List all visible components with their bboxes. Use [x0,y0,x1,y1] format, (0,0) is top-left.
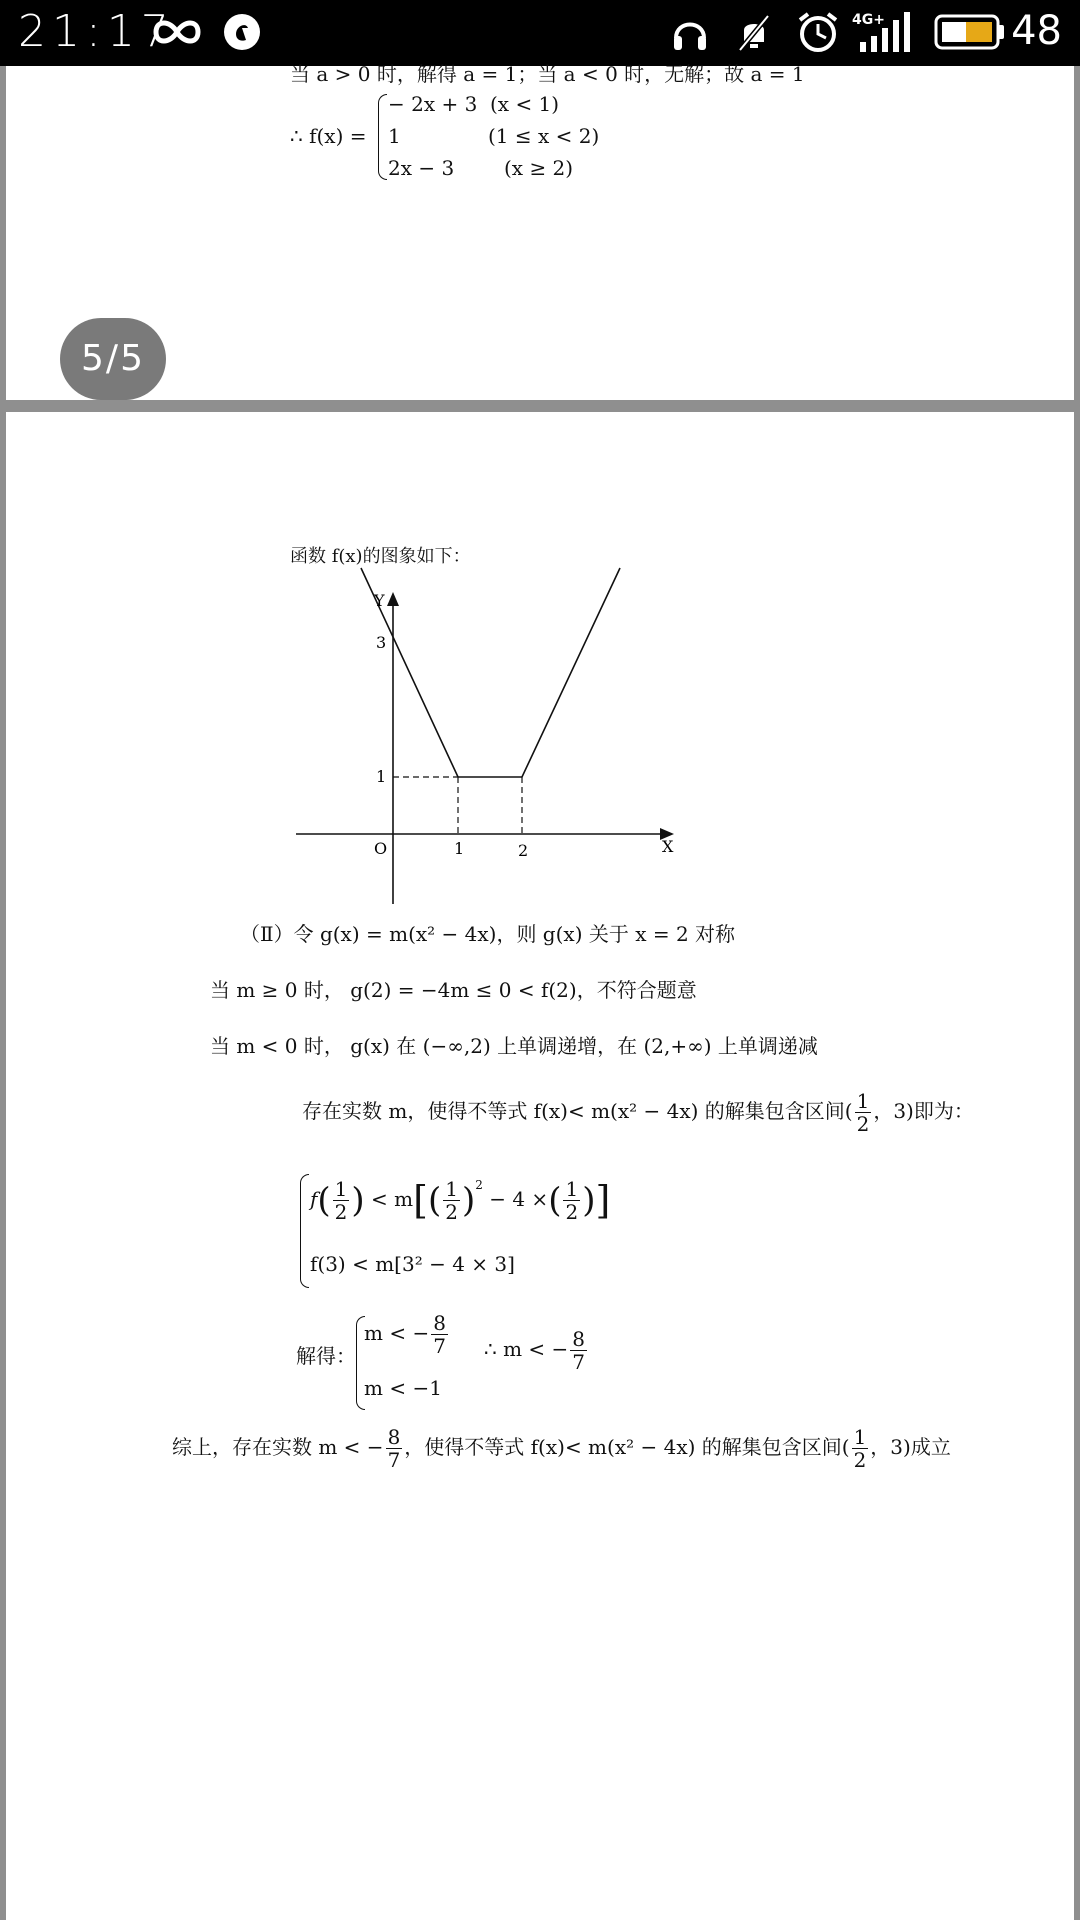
headphones-icon [670,12,710,54]
x-tick-1: 1 [454,839,465,858]
solution-one: m < − $\frac{8}{7}$ [364,1311,446,1358]
signal-strength-icon [858,12,914,54]
inequality-one: f( $\frac{1}{2}$ ) < m[( $\frac{1}{2}$ )$^2$ − 4 ×( $\frac{1}{2}$ )] [310,1177,611,1224]
document-page-current [6,412,1074,1920]
inequality-two: f(3) < m[3² − 4 × 3] [310,1252,515,1276]
piece2-expression: 1 [388,124,401,148]
case-m-negative: 当 m < 0 时， g(x) 在 (−∞,2) 上单调递增，在 (2,+∞) 上单调递减 [210,1034,818,1058]
piece3-condition: (x ≥ 2) [504,156,574,180]
piece1-expression: − 2x + 3 [388,92,478,116]
existence-statement [302,1090,974,1135]
part-two-statement: （Ⅱ）令 g(x) = m(x² − 4x)，则 g(x) 关于 x = 2 对称 [240,922,736,946]
solution-two: m < −1 [364,1376,442,1400]
document-page-previous [6,62,1074,400]
network-type-label: 4G+ [852,12,885,28]
function-curve [361,568,620,777]
origin-label: O [374,839,388,858]
existence-suffix: ，3)即为： [873,1099,974,1123]
fraction-one-half: $\frac{1}{2}$ [856,1089,870,1136]
x-axis-label: X [662,837,674,856]
alarm-clock-icon [796,10,840,54]
y-tick-1: 1 [376,767,387,786]
cut-off-text-line: 当 a > 0 时，解得 a = 1；当 a < 0 时，无解；故 a = 1 [290,62,805,86]
x-tick-2: 2 [518,841,529,860]
app-notification-icon [222,12,262,52]
infinity-icon [150,14,204,50]
function-graph [6,412,1074,932]
muted-bell-icon [734,12,774,54]
conclusion-statement: 综上，存在实数 m < − $\frac{8}{7}$ ，使得不等式 f(x)< m(x² − 4x) 的解集包含区间( $\frac{1}{2}$ ，3)成立 [172,1425,951,1472]
status-bar [0,0,1080,66]
therefore-result: ∴ m < − $\frac{8}{7}$ [484,1327,586,1374]
battery-percentage: 48 [1011,8,1062,54]
piecewise-brace [378,94,387,180]
y-axis-label: Y [374,591,385,610]
battery-icon [934,14,1006,50]
page-indicator-badge[interactable]: 5/5 [60,318,166,400]
y-tick-3: 3 [376,633,387,652]
piece2-condition: (1 ≤ x < 2) [488,124,600,148]
case-m-nonnegative: 当 m ≥ 0 时， g(2) = −4m ≤ 0 < f(2)，不符合题意 [210,978,697,1002]
piece1-condition: (x < 1) [490,92,560,116]
piecewise-lhs: ∴ f(x) = [290,124,367,148]
system-brace [300,1174,309,1288]
y-axis-arrow [387,592,399,606]
graph-caption: 函数 f(x)的图象如下： [290,546,471,567]
solve-label: 解得： [296,1344,356,1368]
existence-prefix: 存在实数 m，使得不等式 f(x)< m(x² − 4x) 的解集包含区间( [302,1099,853,1123]
piece3-expression: 2x − 3 [388,156,455,180]
status-time: 21:17 [18,6,175,57]
